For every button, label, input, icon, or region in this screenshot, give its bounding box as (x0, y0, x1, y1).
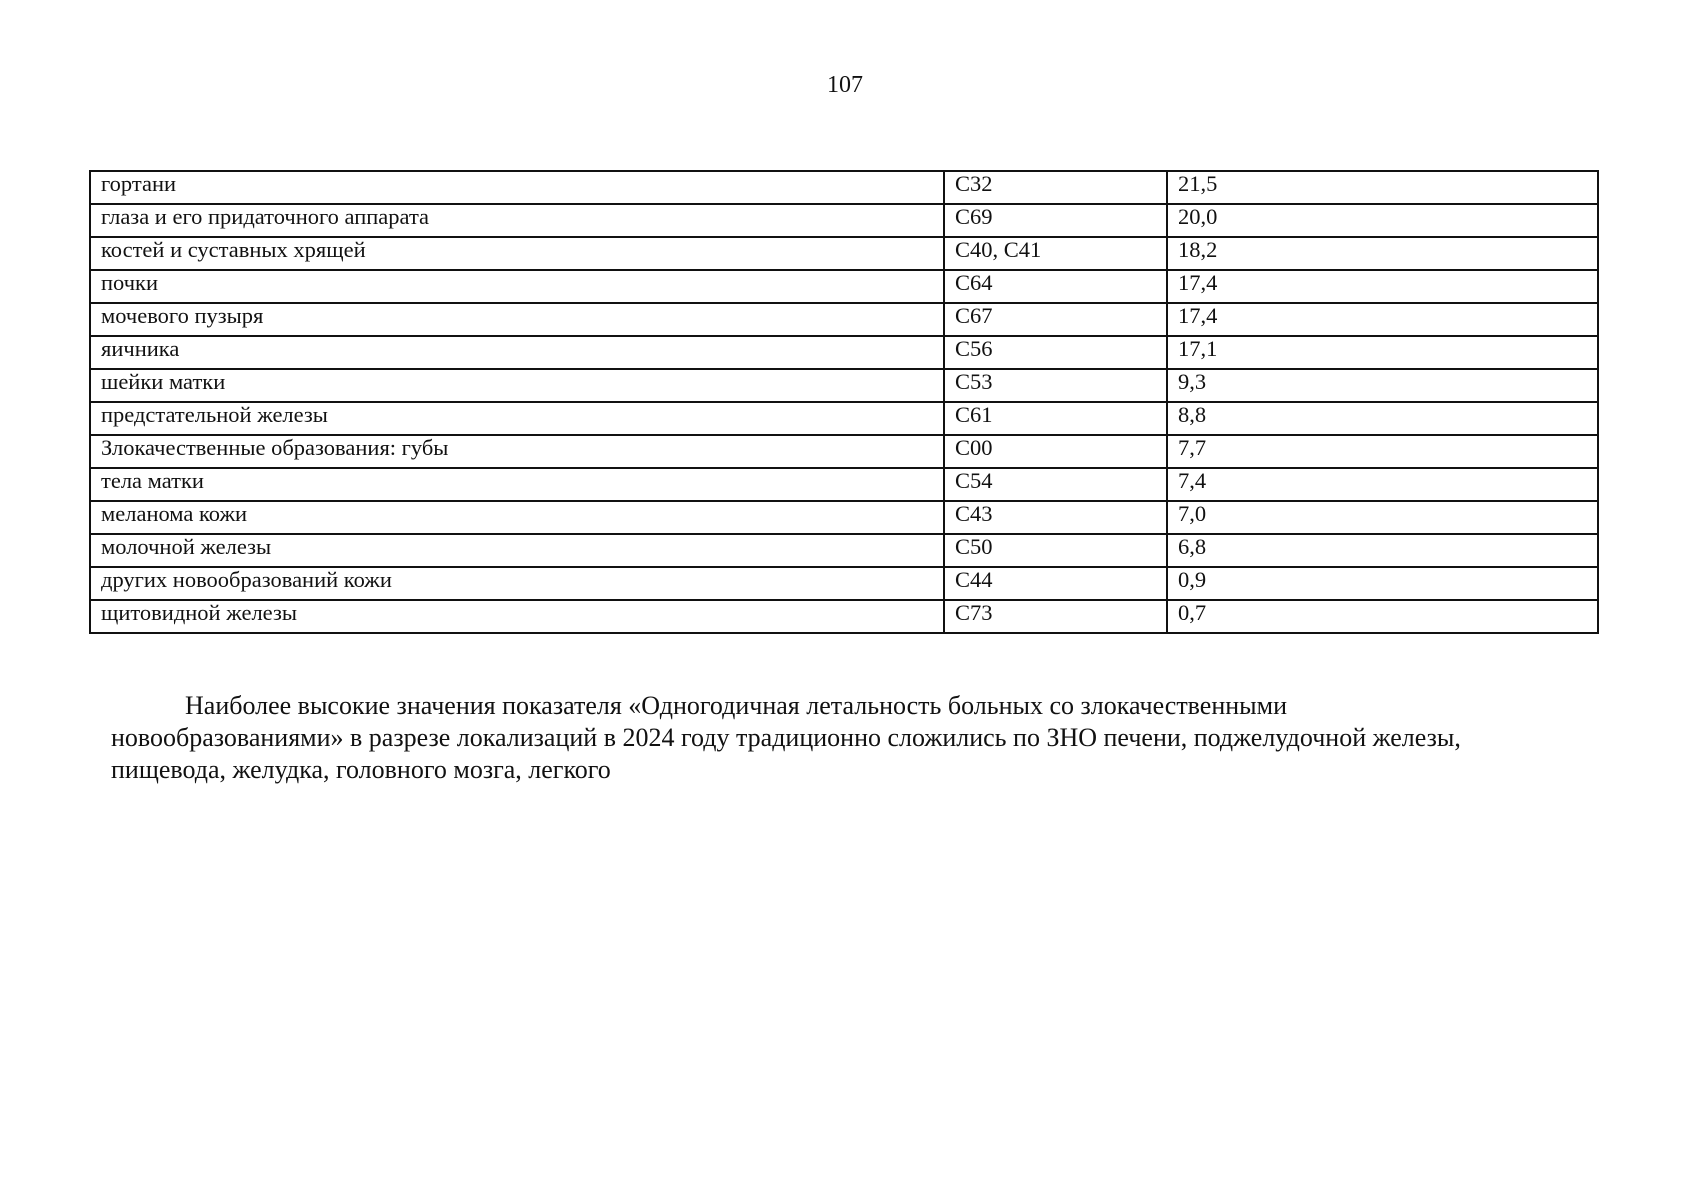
table-row (90, 369, 1598, 402)
table-row (90, 435, 1598, 468)
row-name: шейки матки (90, 369, 944, 402)
row-value: 7,7 (1167, 435, 1598, 468)
row-code: С32 (944, 171, 1167, 204)
row-name: молочной железы (90, 534, 944, 567)
row-value: 17,4 (1167, 303, 1598, 336)
table-row (90, 237, 1598, 270)
row-code: С64 (944, 270, 1167, 303)
row-name: тела матки (90, 468, 944, 501)
row-code: С73 (944, 600, 1167, 633)
table-row (90, 468, 1598, 501)
row-value: 17,1 (1167, 336, 1598, 369)
page-number: 107 (827, 72, 863, 98)
row-value: 20,0 (1167, 204, 1598, 237)
row-code: С53 (944, 369, 1167, 402)
row-code: С40, С41 (944, 237, 1167, 270)
row-name: почки (90, 270, 944, 303)
row-value: 8,8 (1167, 402, 1598, 435)
row-value: 17,4 (1167, 270, 1598, 303)
row-value: 6,8 (1167, 534, 1598, 567)
row-name: других новообразований кожи (90, 567, 944, 600)
table-row (90, 534, 1598, 567)
row-name: мочевого пузыря (90, 303, 944, 336)
row-name: щитовидной железы (90, 600, 944, 633)
row-name: яичника (90, 336, 944, 369)
row-code: С54 (944, 468, 1167, 501)
paragraph-text: Наиболее высокие значения показателя «Одногодичная летальность больных со злокачественными новообразованиями» в разрезе локализаций в 2024 году традиционно сложились по ЗНО печени, поджелудочной железы, пищевода, желудка, головного мозга, легкого (111, 691, 1461, 784)
row-code: С43 (944, 501, 1167, 534)
row-name: предстательной железы (90, 402, 944, 435)
row-name: глаза и его придаточного аппарата (90, 204, 944, 237)
row-value: 0,9 (1167, 567, 1598, 600)
row-code: С00 (944, 435, 1167, 468)
row-code: С56 (944, 336, 1167, 369)
row-value: 9,3 (1167, 369, 1598, 402)
table-row (90, 204, 1598, 237)
table-row (90, 270, 1598, 303)
table-row (90, 402, 1598, 435)
row-value: 21,5 (1167, 171, 1598, 204)
row-name: костей и суставных хрящей (90, 237, 944, 270)
row-code: С50 (944, 534, 1167, 567)
table-row (90, 501, 1598, 534)
row-value: 0,7 (1167, 600, 1598, 633)
data-table (89, 170, 1599, 634)
row-name: гортани (90, 171, 944, 204)
row-code: С69 (944, 204, 1167, 237)
row-name: меланома кожи (90, 501, 944, 534)
row-value: 7,0 (1167, 501, 1598, 534)
row-code: С67 (944, 303, 1167, 336)
row-code: С44 (944, 567, 1167, 600)
row-value: 18,2 (1167, 237, 1598, 270)
row-code: С61 (944, 402, 1167, 435)
table-row (90, 567, 1598, 600)
row-value: 7,4 (1167, 468, 1598, 501)
table-row (90, 600, 1598, 633)
table-row (90, 336, 1598, 369)
body-paragraph (111, 690, 1511, 786)
table-row (90, 303, 1598, 336)
table-row (90, 171, 1598, 204)
row-name: Злокачественные образования: губы (90, 435, 944, 468)
